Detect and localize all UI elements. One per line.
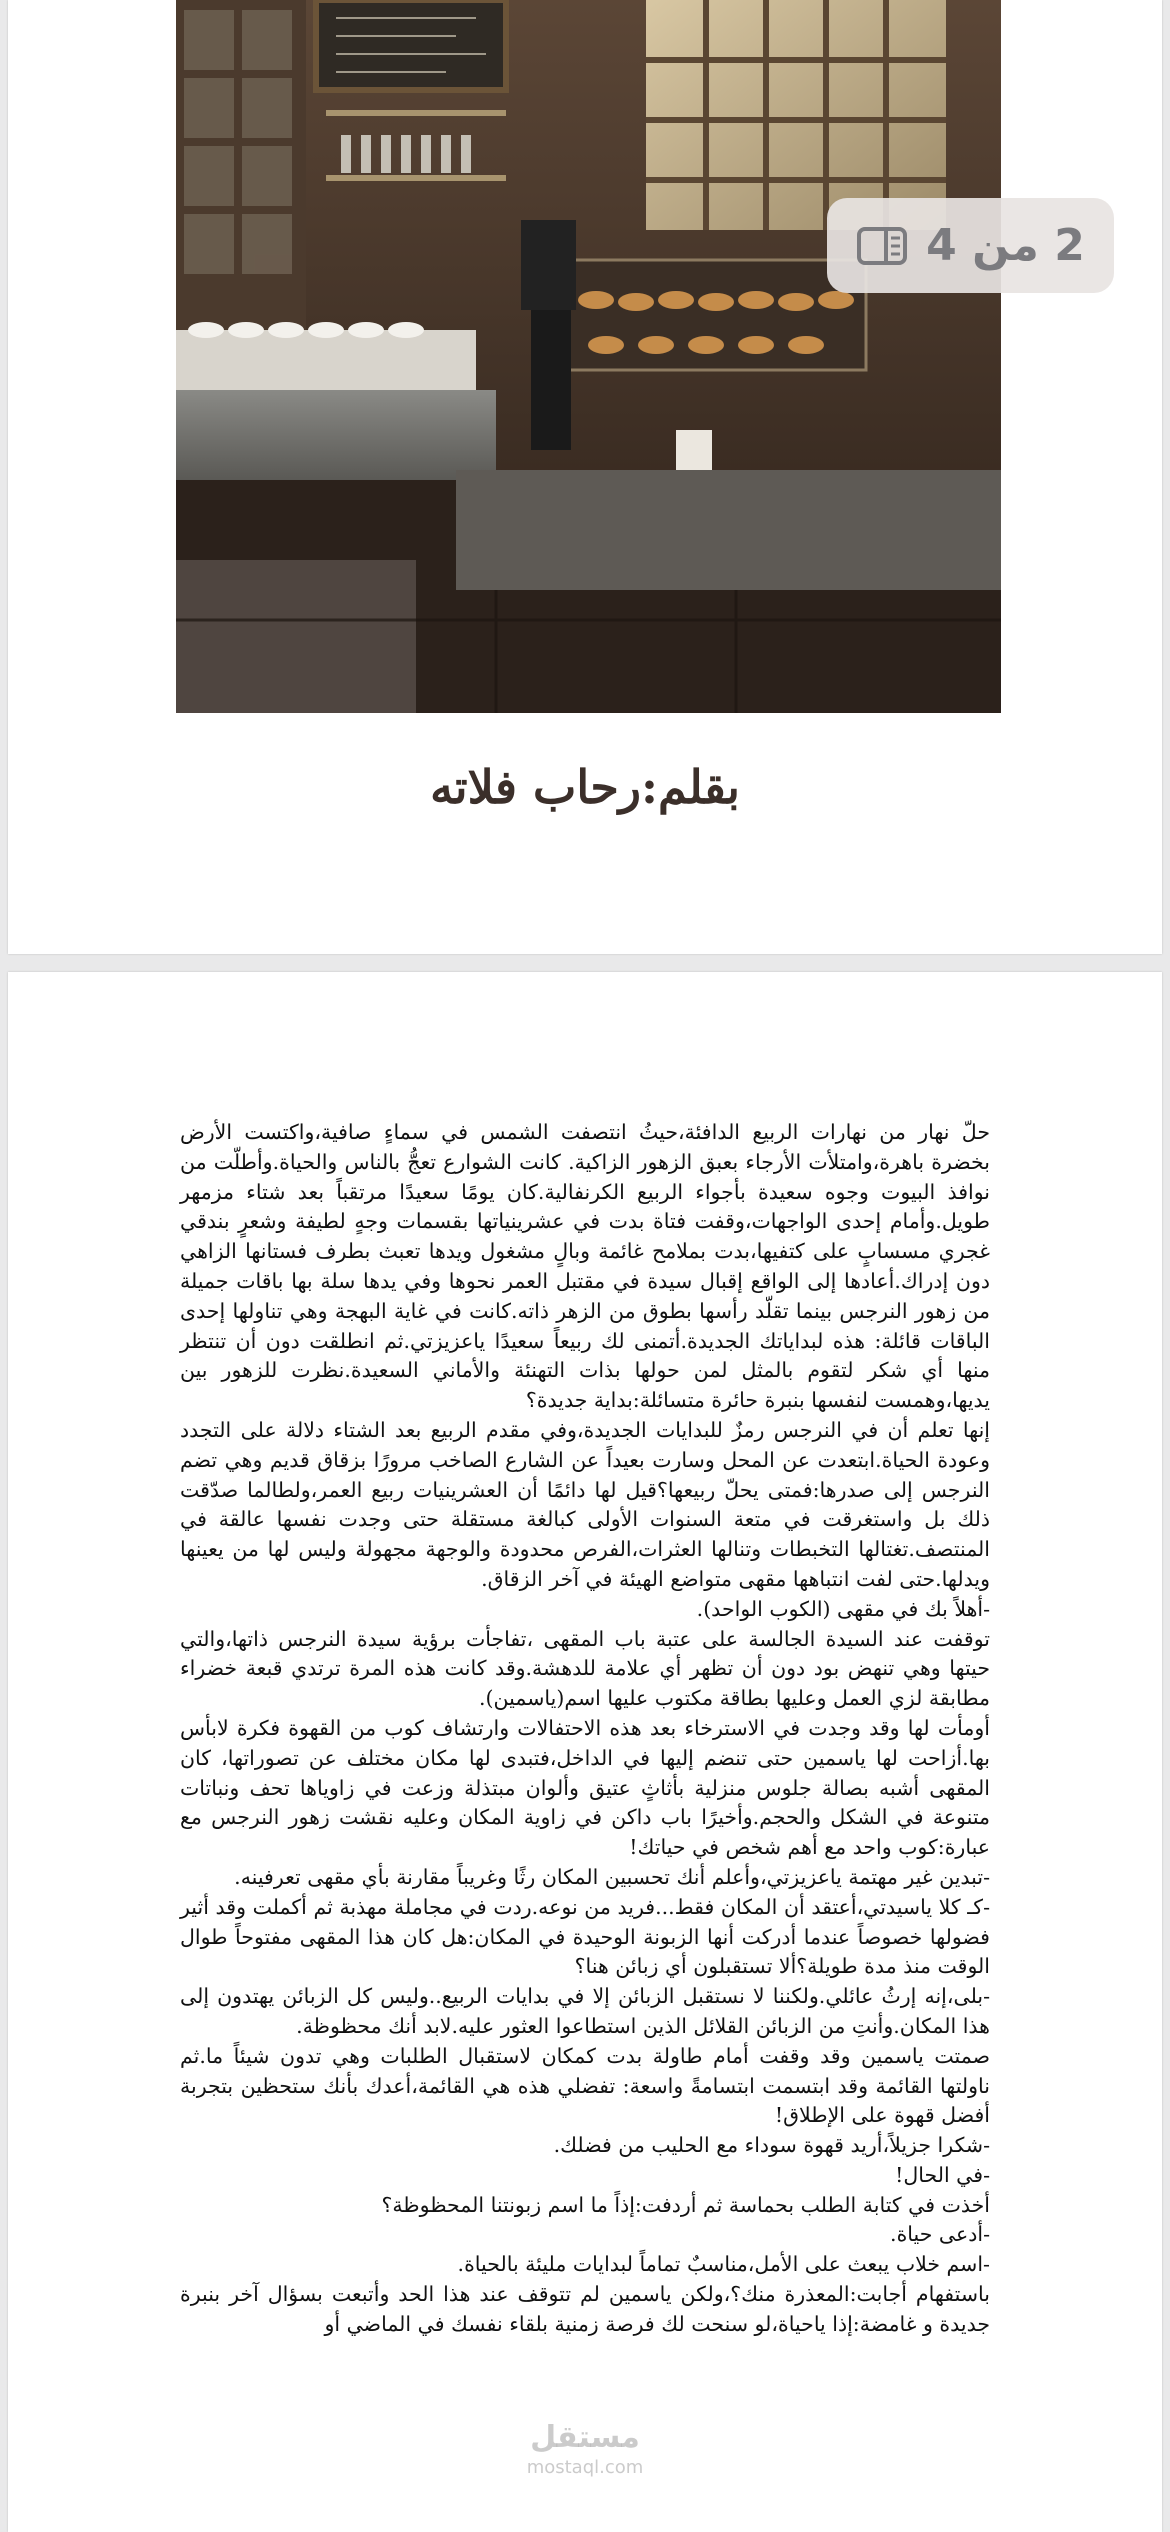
watermark-logo: مستقل [530, 2420, 640, 2455]
watermark [0, 2420, 1170, 2478]
story-paragraph: -كـ كلا ياسيدتي،أعتقد أن المكان فقط...فريد من نوعه.ردت في مجاملة مهذبة ثم أكملت وقد أثير فضولها خصوصاً عندما أدركت أنها الزبونة الوحيدة في المكان:هل كان هذا المقهى مفتوحاً طوال الوقت منذ مدة طويلة؟ألا تستقبلون أي زبائن هنا؟ [180, 1894, 990, 1979]
author-byline: بقلم:رحاب فلاته [430, 760, 740, 814]
story-paragraph: -بلى،إنه إرثُ عائلي.ولكننا لا نستقبل الزبائن إلا في بدايات الربيع..وليس كل الزبائن يهتدون إلى هذا المكان.وأنتِ من الزبائن القلائل الذين استطاعوا العثور عليه.لابد أنك محظوظة. [180, 1984, 990, 2038]
document-page-1 [8, 0, 1162, 954]
watermark-domain: mostaql.com [526, 2457, 644, 2478]
story-paragraph: حلّ نهار من نهارات الربيع الدافئة،حيثُ انتصفت الشمس في سماءٍ صافية،واكتست الأرض بخضرة باهرة،وامتلأت الأرجاء بعبق الزهور الزاكية. كانت الشوارع تعجُّ بالناس والحياة.وأطلّت من نوافذ البيوت وجوه سعيدة بأجواء الربيع الكرنفالية.كان يومًا سعيدًا مرتقباً بعد شتاء مزمهر طويل.وأمام إحدى الواجهات،وقفت فتاة بدت في عشرينياتها بقسمات وجهٍ لطيفة وشعرٍ بندقي غجري مسسابٍ على كتفيها،بدت بملامح غائمة وبالٍ مشغول ويدها تعبث بطرف فستانها الزاهي دون إدراك.أعادها إلى الواقع إقبال سيدة في مقتبل العمر نحوها وفي يدها سلة بها باقات جميلة من زهور النرجس بينما تقلّد رأسها بطوق من الزهر ذاته.كانت في غاية البهجة وهي تناولها إحدى الباقات قائلة: هذه لبداياتك الجديدة.أتمنى لك ربيعاً سعيدًا ياعزيزتي.ثم انطلقت دون أن تنتظر منها أي شكر لتقوم بالمثل لمن حولها بذات التهنئة والأماني السعيدة.نظرت للزهور بين يديها،وهمست لنفسها بنبرة حائرة متسائلة:بداية جديدة؟ [180, 1120, 990, 1413]
story-paragraph: توقفت عند السيدة الجالسة على عتبة باب المقهى ،تفاجأت برؤية سيدة النرجس ذاتها،والتي حيتها وهي تنهض بود دون أن تظهر أي علامة للدهشة.وقد كانت هذه المرة ترتدي قبعة خضراء مطابقة لزي العمل وعليها بطاقة مكتوب عليها اسم(ياسمين). [180, 1626, 990, 1711]
story-paragraph: -اسم خلاب يبعث على الأمل،مناسبٌ تماماً لبدايات مليئة بالحياة. [457, 2252, 990, 2277]
coffee-shop-photo [176, 0, 1001, 713]
story-paragraph: -أدعى حياة. [890, 2222, 990, 2247]
story-paragraph: أخذت في كتابة الطلب بحماسة ثم أردفت:إذاً ما اسم زبونتنا المحظوظة؟ [381, 2192, 990, 2217]
story-text [180, 1118, 990, 2340]
story-paragraph: أومأت لها وقد وجدت في الاسترخاء بعد هذه الاحتفالات وارتشاف كوب من القهوة فكرة لابأس بها.أزاحت لها ياسمين حتى تنضم إليها في الداخل،فتبدى لها مكان مختلف عن تصوراتها، كان المقهى أشبه بصالة جلوس منزلية بأثاثٍ عتيق وألوان مبتذلة وزعت في زاوياها تحف ونباتات متنوعة في الشكل والحجم.وأخيرًا باب داكن في زاوية المكان وعليه نقشت زهور النرجس مع عبارة:كوب واحد مع أهم شخص في حياتك! [180, 1715, 990, 1860]
story-paragraph: -في الحال! [895, 2162, 990, 2187]
story-paragraph: -تبدين غير مهتمة ياعزيزتي،وأعلم أنك تحسبين المكان رثًا وغريباً مقارنة بأي مقهى تعرفينه. [234, 1864, 990, 1889]
sidebar-icon[interactable] [856, 226, 908, 266]
story-paragraph: إنها تعلم أن في النرجس رمزٌ للبدايات الجديدة،وفي مقدم الربيع بعد الشتاء دلالة على التجدد وعودة الحياة.ابتعدت عن المحل وسارت بعيداً عن الشارع الصاخب مرورًا بزقاق قديم وهي تضم النرجس إلى صدرها:فمتى يحلّ ربيعها؟قيل لها دائمًا أن العشرينيات ربيع العمر،ولطالما صدّقت ذلك بل واستغرقت في متعة السنوات الأولى كبالغة مستقلة حتى وجدت نفسها عالقة في المنتصف.تغتالها التخبطات وتنالها العثرات،الفرص محدودة والوجهة مجهولة وليس لها من يعينها ويدلها.حتى لفت انتباهها مقهى متواضع الهيئة في آخر الزقاق. [180, 1417, 990, 1591]
page-indicator[interactable] [827, 198, 1114, 293]
story-paragraph: -أهلاً بك في مقهى (الكوب الواحد). [696, 1596, 990, 1621]
story-paragraph: -شكرا جزيلاً،أريد قهوة سوداء مع الحليب من فضلك. [553, 2133, 990, 2158]
story-paragraph: باستفهام أجابت:المعذرة منك؟،ولكن ياسمين لم تتوقف عند هذا الحد وأتبعت بسؤال آخر بنبرة جديدة و غامضة:إذا ياحياة،لو سنحت لك فرصة زمنية بلقاء نفسك في الماضي أو [180, 2282, 990, 2336]
page-count-text: 2 من 4 [926, 220, 1085, 271]
story-paragraph: صمتت ياسمين وقد وقفت أمام طاولة بدت كمكان لاستقبال الطلبات وهي تدون شيئاً ما.ثم ناولتها القائمة وقد ابتسمت ابتسامةً واسعة: تفضلي هذه هي القائمة،أعدك بأنك ستحظين بتجربة أفضل قهوة على الإطلاق! [180, 2043, 990, 2128]
